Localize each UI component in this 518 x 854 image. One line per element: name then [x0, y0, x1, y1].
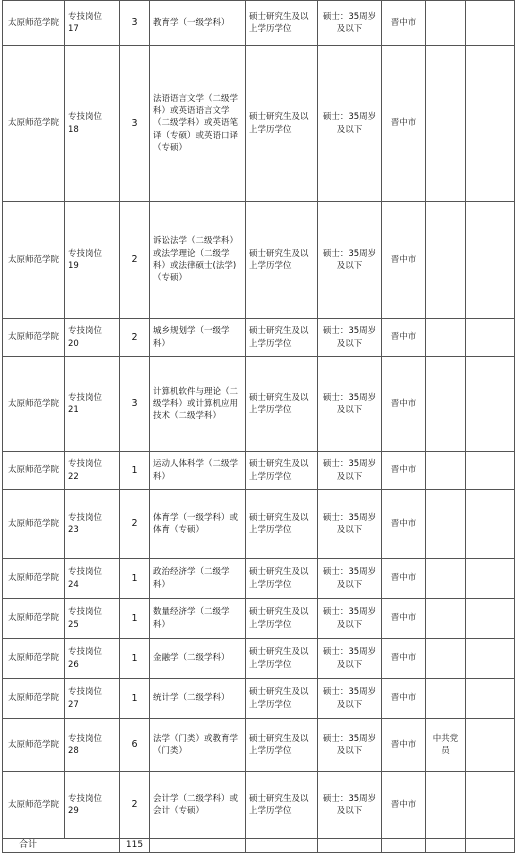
empty-cell: [466, 679, 515, 719]
place-cell: 晋中市: [382, 1, 426, 46]
table-row: [3, 319, 515, 357]
age-cell: 硕士：35周岁及以下: [318, 559, 382, 599]
other-cell: [426, 452, 466, 490]
unit-cell: 太原师范学院: [3, 319, 65, 357]
unit-cell: 太原师范学院: [3, 639, 65, 679]
education-cell: 硕士研究生及以上学历学位: [246, 202, 318, 319]
other-cell: [426, 639, 466, 679]
age-cell: 硕士：35周岁及以下: [318, 599, 382, 639]
total-label: 合计: [3, 839, 120, 853]
place-cell: 晋中市: [382, 639, 426, 679]
count-cell: 1: [120, 679, 150, 719]
count-cell: 3: [120, 46, 150, 202]
other-cell: [426, 679, 466, 719]
count-cell: 2: [120, 772, 150, 839]
age-cell: 硕士：35周岁及以下: [318, 639, 382, 679]
major-cell: 法学（门类）或教育学（门类）: [150, 719, 246, 772]
post-cell: 专技岗位 21: [65, 357, 120, 452]
post-cell: 专技岗位 24: [65, 559, 120, 599]
major-cell: 政治经济学（二级学科）: [150, 559, 246, 599]
age-cell: 硕士：35周岁及以下: [318, 357, 382, 452]
age-cell: 硕士：35周岁及以下: [318, 679, 382, 719]
empty-cell: [466, 772, 515, 839]
place-cell: 晋中市: [382, 559, 426, 599]
empty-cell: [466, 719, 515, 772]
education-cell: 硕士研究生及以上学历学位: [246, 1, 318, 46]
major-cell: 计算机软件与理论（二级学科）或计算机应用技术（二级学科）: [150, 357, 246, 452]
place-cell: 晋中市: [382, 719, 426, 772]
post-cell: 专技岗位 19: [65, 202, 120, 319]
empty-cell: [466, 599, 515, 639]
other-cell: [426, 319, 466, 357]
post-cell: 专技岗位 18: [65, 46, 120, 202]
age-cell: 硕士：35周岁及以下: [318, 46, 382, 202]
post-cell: 专技岗位 28: [65, 719, 120, 772]
post-cell: 专技岗位 20: [65, 319, 120, 357]
post-cell: 专技岗位 26: [65, 639, 120, 679]
total-row: [3, 839, 515, 853]
major-cell: 体育学（一级学科）或体育（专硕）: [150, 490, 246, 559]
place-cell: 晋中市: [382, 357, 426, 452]
unit-cell: 太原师范学院: [3, 679, 65, 719]
major-cell: 法语语言文学（二级学科）或英语语言文学（二级学科）或英语笔译（专硕）或英语口译（专硕）: [150, 46, 246, 202]
table-row: [3, 639, 515, 679]
major-cell: 统计学（二级学科）: [150, 679, 246, 719]
other-cell: [426, 46, 466, 202]
education-cell: 硕士研究生及以上学历学位: [246, 772, 318, 839]
count-cell: 2: [120, 319, 150, 357]
empty-cell: [466, 357, 515, 452]
place-cell: 晋中市: [382, 599, 426, 639]
empty-cell: [466, 46, 515, 202]
empty-cell: [466, 639, 515, 679]
major-cell: 城乡规划学（一级学科）: [150, 319, 246, 357]
unit-cell: 太原师范学院: [3, 772, 65, 839]
count-cell: 3: [120, 1, 150, 46]
empty-cell: [466, 559, 515, 599]
count-cell: 2: [120, 202, 150, 319]
table-row: [3, 1, 515, 46]
table-row: [3, 357, 515, 452]
table-row: [3, 202, 515, 319]
recruitment-table: [2, 0, 515, 853]
education-cell: 硕士研究生及以上学历学位: [246, 319, 318, 357]
education-cell: 硕士研究生及以上学历学位: [246, 599, 318, 639]
age-cell: 硕士：35周岁及以下: [318, 719, 382, 772]
count-cell: 6: [120, 719, 150, 772]
count-cell: 1: [120, 452, 150, 490]
post-cell: 专技岗位 23: [65, 490, 120, 559]
education-cell: 硕士研究生及以上学历学位: [246, 559, 318, 599]
education-cell: 硕士研究生及以上学历学位: [246, 46, 318, 202]
other-cell: [426, 490, 466, 559]
major-cell: 数量经济学（二级学科）: [150, 599, 246, 639]
age-cell: 硕士：35周岁及以下: [318, 772, 382, 839]
unit-cell: 太原师范学院: [3, 559, 65, 599]
unit-cell: 太原师范学院: [3, 599, 65, 639]
age-cell: 硕士：35周岁及以下: [318, 1, 382, 46]
empty-cell: [466, 202, 515, 319]
education-cell: 硕士研究生及以上学历学位: [246, 357, 318, 452]
unit-cell: 太原师范学院: [3, 46, 65, 202]
table-row: [3, 559, 515, 599]
education-cell: 硕士研究生及以上学历学位: [246, 719, 318, 772]
unit-cell: 太原师范学院: [3, 202, 65, 319]
education-cell: 硕士研究生及以上学历学位: [246, 679, 318, 719]
other-cell: [426, 357, 466, 452]
empty-cell: [466, 452, 515, 490]
table-row: [3, 679, 515, 719]
table-row: [3, 599, 515, 639]
place-cell: 晋中市: [382, 772, 426, 839]
count-cell: 1: [120, 559, 150, 599]
unit-cell: 太原师范学院: [3, 1, 65, 46]
place-cell: 晋中市: [382, 319, 426, 357]
major-cell: 会计学（二级学科）或会计（专硕）: [150, 772, 246, 839]
age-cell: 硕士：35周岁及以下: [318, 452, 382, 490]
unit-cell: 太原师范学院: [3, 490, 65, 559]
unit-cell: 太原师范学院: [3, 452, 65, 490]
post-cell: 专技岗位 27: [65, 679, 120, 719]
other-cell: [426, 599, 466, 639]
empty-cell: [426, 839, 466, 853]
education-cell: 硕士研究生及以上学历学位: [246, 490, 318, 559]
age-cell: 硕士：35周岁及以下: [318, 490, 382, 559]
empty-cell: [318, 839, 382, 853]
table-row: [3, 452, 515, 490]
place-cell: 晋中市: [382, 452, 426, 490]
count-cell: 1: [120, 639, 150, 679]
table-row: [3, 490, 515, 559]
major-cell: 教育学（一级学科）: [150, 1, 246, 46]
empty-cell: [466, 319, 515, 357]
table-row: [3, 719, 515, 772]
other-cell: [426, 1, 466, 46]
table-row: [3, 46, 515, 202]
count-cell: 3: [120, 357, 150, 452]
post-cell: 专技岗位 22: [65, 452, 120, 490]
empty-cell: [382, 839, 426, 853]
table-row: [3, 772, 515, 839]
other-cell: [426, 559, 466, 599]
empty-cell: [466, 1, 515, 46]
post-cell: 专技岗位 17: [65, 1, 120, 46]
education-cell: 硕士研究生及以上学历学位: [246, 639, 318, 679]
empty-cell: [466, 839, 515, 853]
education-cell: 硕士研究生及以上学历学位: [246, 452, 318, 490]
post-cell: 专技岗位 29: [65, 772, 120, 839]
age-cell: 硕士：35周岁及以下: [318, 319, 382, 357]
age-cell: 硕士：35周岁及以下: [318, 202, 382, 319]
unit-cell: 太原师范学院: [3, 357, 65, 452]
major-cell: 诉讼法学（二级学科）或法学理论（二级学科）或法律硕士(法学)（专硕）: [150, 202, 246, 319]
major-cell: 金融学（二级学科）: [150, 639, 246, 679]
empty-cell: [246, 839, 318, 853]
count-cell: 2: [120, 490, 150, 559]
other-cell: [426, 202, 466, 319]
unit-cell: 太原师范学院: [3, 719, 65, 772]
empty-cell: [150, 839, 246, 853]
post-cell: 专技岗位 25: [65, 599, 120, 639]
place-cell: 晋中市: [382, 46, 426, 202]
total-count: 115: [120, 839, 150, 853]
major-cell: 运动人体科学（二级学科）: [150, 452, 246, 490]
count-cell: 1: [120, 599, 150, 639]
empty-cell: [466, 490, 515, 559]
place-cell: 晋中市: [382, 490, 426, 559]
other-cell: [426, 772, 466, 839]
place-cell: 晋中市: [382, 202, 426, 319]
other-cell: 中共党员: [426, 719, 466, 772]
place-cell: 晋中市: [382, 679, 426, 719]
